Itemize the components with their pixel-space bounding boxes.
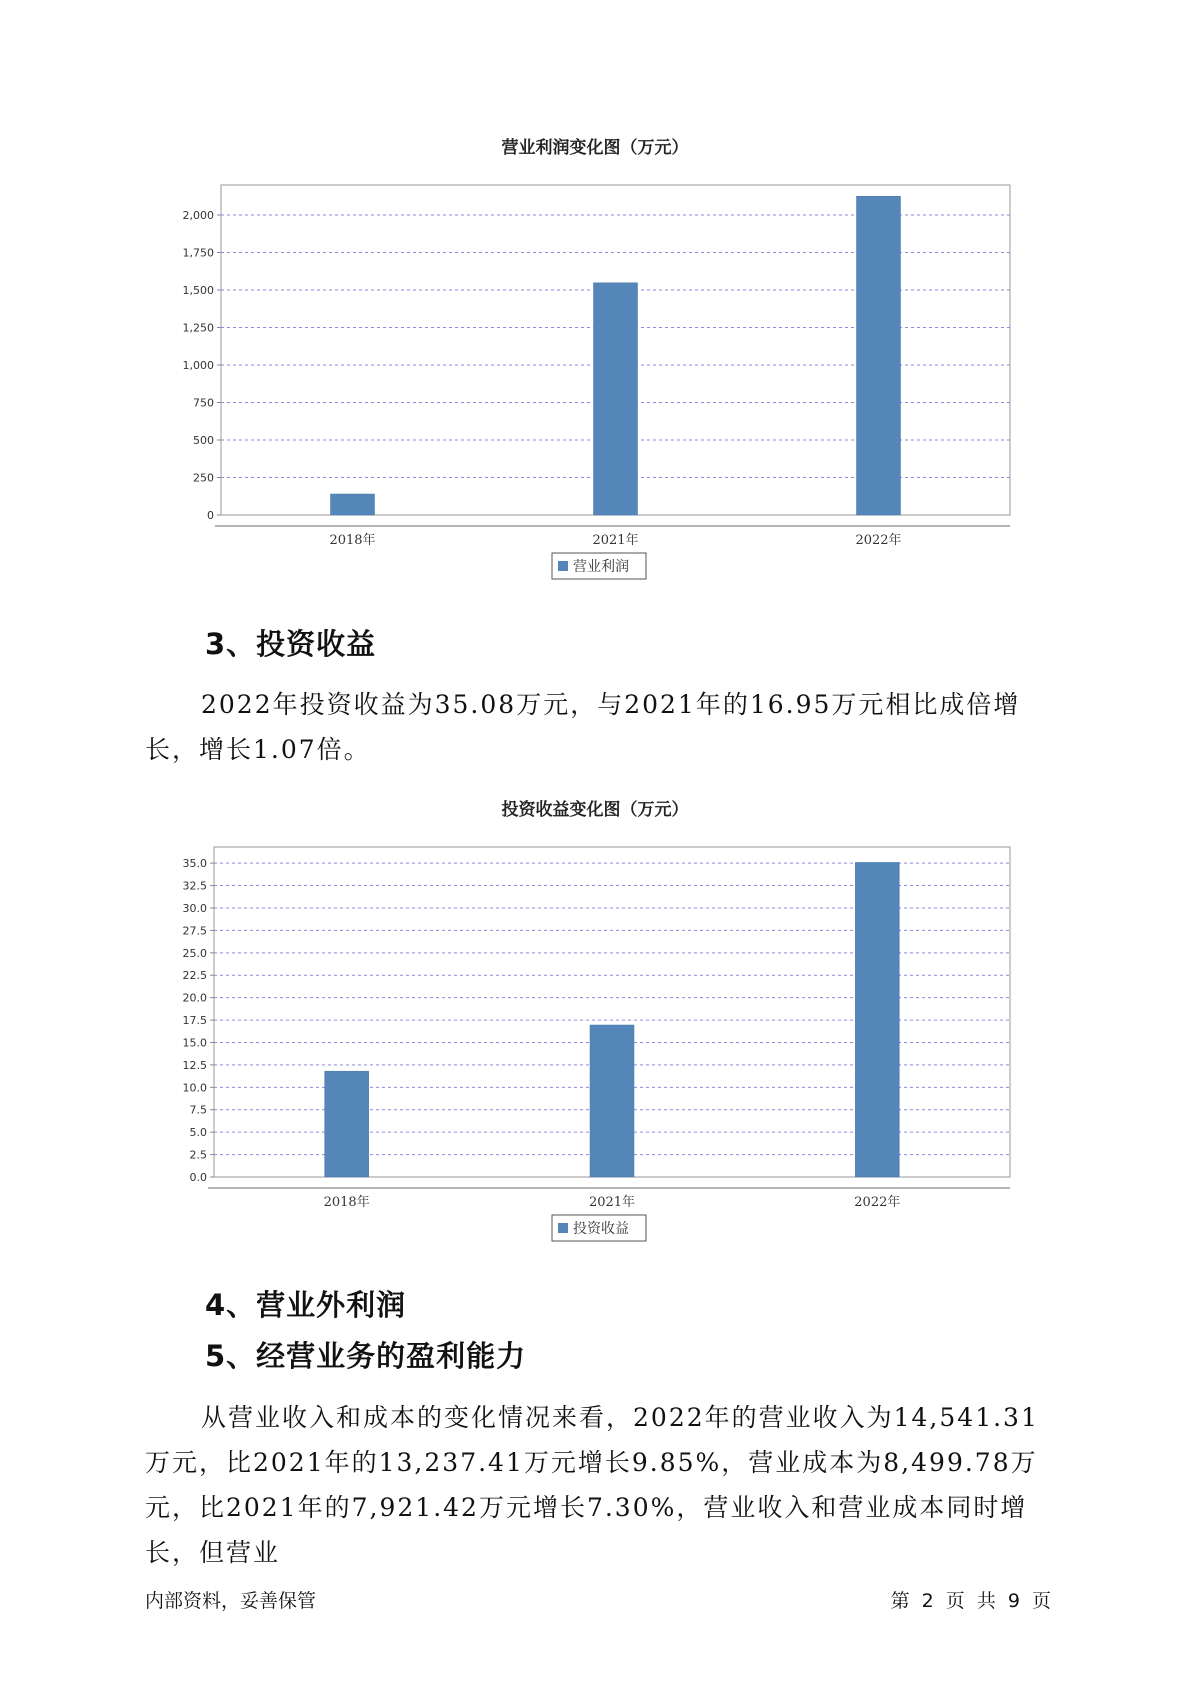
y-tick-label: 15.0 (182, 1036, 207, 1050)
x-tick-label: 2021年 (588, 1195, 636, 1210)
bar (325, 1071, 369, 1177)
section-5-paragraph: 从营业收入和成本的变化情况来看，2022年的营业收入为14,541.31万元，比2021年的13,237.41万元增长9.85%，营业成本为8,499.78万元，比2021年的7,921.42万元增长7.30%，营业收入和营业成本同时增长，但营业 (145, 1403, 1039, 1567)
y-tick-label: 1,750 (182, 246, 214, 260)
section-4-heading: 4、营业外利润 (205, 1288, 407, 1322)
bar (590, 1025, 634, 1177)
y-tick-label: 25.0 (182, 946, 207, 960)
x-tick-label: 2022年 (854, 1195, 901, 1210)
y-tick-label: 32.5 (182, 879, 207, 893)
y-tick-label: 0.0 (189, 1171, 207, 1184)
footer-confidential-note: 内部资料，妥善保管 (145, 1590, 317, 1612)
operating-profit-chart (0, 135, 1191, 595)
x-tick-label: 2018年 (329, 533, 376, 548)
x-tick-label: 2018年 (323, 1195, 370, 1210)
y-tick-label: 30.0 (182, 901, 207, 915)
x-tick-label: 2021年 (592, 533, 639, 548)
y-tick-label: 27.5 (182, 924, 207, 938)
y-tick-label: 750 (193, 396, 214, 410)
y-tick-label: 12.5 (182, 1058, 207, 1072)
bar (331, 494, 375, 515)
legend-swatch (558, 561, 568, 571)
y-tick-label: 500 (193, 434, 214, 447)
investment-income-chart (0, 797, 1191, 1257)
legend-label: 投资收益 (573, 1221, 629, 1237)
investment-income-chart-svg (0, 797, 1191, 1257)
y-tick-label: 1,500 (182, 284, 214, 297)
y-tick-label: 1,000 (182, 359, 214, 372)
y-tick-label: 35.0 (182, 857, 207, 871)
y-tick-label: 2,000 (182, 209, 214, 222)
bar (857, 196, 901, 515)
y-tick-label: 2.5 (189, 1148, 207, 1162)
y-tick-label: 10.0 (182, 1081, 207, 1095)
y-tick-label: 17.5 (182, 1014, 207, 1028)
chart-title: 投资收益变化图（万元） (501, 800, 689, 820)
legend-swatch (558, 1223, 568, 1233)
bar (594, 283, 638, 515)
section-3-paragraph: 2022年投资收益为35.08万元，与2021年的16.95万元相比成倍增长，增长1.07倍。 (145, 690, 1021, 764)
y-tick-label: 20.0 (182, 991, 207, 1005)
section-5-heading: 5、经营业务的盈利能力 (205, 1339, 527, 1373)
section-3-heading: 3、投资收益 (205, 627, 377, 661)
x-tick-label: 2022年 (855, 533, 902, 548)
legend-label: 营业利润 (573, 559, 629, 575)
operating-profit-chart-svg (0, 135, 1191, 595)
y-tick-label: 250 (193, 471, 214, 485)
y-tick-label: 5.0 (189, 1126, 207, 1140)
y-tick-label: 22.5 (182, 969, 207, 983)
y-tick-label: 7.5 (189, 1103, 207, 1117)
bar (855, 862, 899, 1177)
y-tick-label: 1,250 (182, 321, 214, 335)
footer-page-number: 第 2 页 共 9 页 (890, 1590, 1051, 1612)
chart-title: 营业利润变化图（万元） (501, 138, 689, 158)
y-tick-label: 0 (207, 509, 214, 522)
